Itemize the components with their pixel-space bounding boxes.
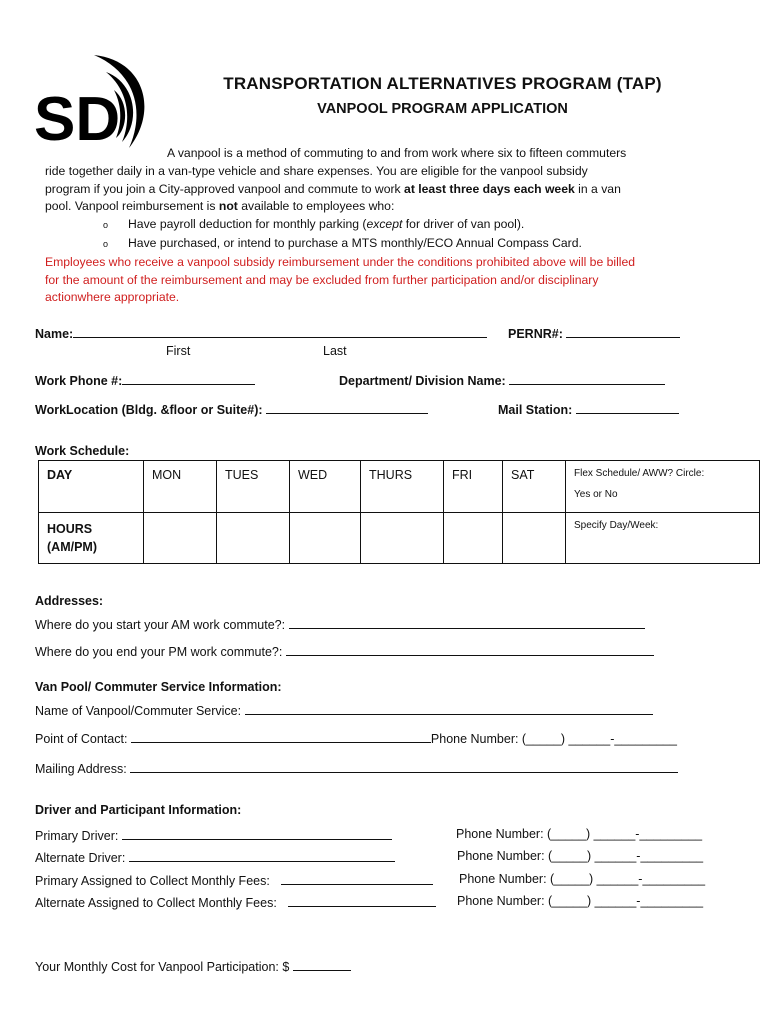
logo-text: SD (34, 85, 121, 150)
department-label: Department/ Division Name: (339, 374, 506, 388)
hours-label: HOURS (AM/PM) (39, 513, 144, 564)
day-cell: TUES (217, 461, 290, 513)
work-phone-field[interactable] (122, 372, 255, 385)
driver-field[interactable] (129, 849, 395, 862)
hours-cell-tues[interactable] (217, 513, 290, 564)
driver-row (35, 849, 395, 865)
work-location-field[interactable] (266, 401, 428, 414)
day-row (39, 461, 760, 513)
intro-line: program if you join a City-approved vanpool and commute to work at least three days each week in a van (45, 181, 621, 196)
vanpool-heading: Van Pool/ Commuter Service Information: (35, 680, 282, 694)
name-label: Name: (35, 327, 74, 341)
name-row (35, 325, 487, 341)
intro-line: A vanpool is a method of commuting to and from work where six to fifteen commuters (167, 146, 627, 160)
first-caption: First (166, 344, 191, 358)
pm-commute-field[interactable] (286, 643, 654, 656)
mailing-field[interactable] (130, 760, 678, 773)
specify-cell[interactable]: Specify Day/Week: (566, 513, 760, 564)
driver-phone[interactable]: Phone Number: (_____) ______-_________ (459, 872, 706, 886)
am-commute-label: Where do you start your AM work commute?: (35, 618, 286, 632)
contact-field[interactable] (131, 730, 431, 743)
am-commute-row (35, 616, 645, 632)
page-subtitle: VANPOOL PROGRAM APPLICATION (317, 101, 568, 117)
driver-label: Primary Driver: (35, 829, 119, 843)
driver-row (35, 872, 433, 888)
hours-row (39, 513, 760, 564)
work-location-row (35, 401, 428, 417)
work-location-label: WorkLocation (Bldg. &floor or Suite#): (35, 403, 263, 417)
monthly-cost-label: Your Monthly Cost for Vanpool Participation: $ (35, 960, 290, 974)
schedule-table (38, 460, 760, 564)
bullet-item: o Have payroll deduction for monthly parking (except for driver of van pool). (45, 216, 715, 235)
day-cell: MON (144, 461, 217, 513)
warning-line: Employees who receive a vanpool subsidy reimbursement under the conditions prohibited above will be billed (45, 254, 636, 269)
driver-phone[interactable]: Phone Number: (_____) ______-_________ (456, 827, 703, 841)
intro-line: pool. Vanpool reimbursement is not available to employees who: (45, 199, 395, 214)
driver-field[interactable] (281, 872, 433, 885)
pernr-label: PERNR#: (508, 327, 563, 341)
bullet-marker: o (103, 220, 109, 231)
hours-cell-thurs[interactable] (361, 513, 444, 564)
driver-label: Primary Assigned to Collect Monthly Fees: (35, 874, 270, 888)
am-commute-field[interactable] (289, 616, 645, 629)
contact-row (35, 730, 677, 746)
department-field[interactable] (509, 372, 665, 385)
schedule-heading: Work Schedule: (35, 444, 130, 458)
driver-phone[interactable]: Phone Number: (_____) ______-_________ (457, 894, 704, 908)
work-phone-row (35, 372, 255, 388)
day-cell: THURS (361, 461, 444, 513)
driver-field[interactable] (288, 894, 436, 907)
bullet-marker: o (103, 238, 109, 249)
name-field[interactable] (73, 325, 487, 338)
department-row (339, 372, 665, 388)
sd-logo (34, 50, 159, 150)
day-label: DAY (39, 461, 144, 513)
intro-line: ride together daily in a van-type vehicle and share expenses. You are eligible for the vanpool subsidy (45, 163, 588, 178)
intro-text (45, 145, 715, 307)
work-phone-label: Work Phone #: (35, 374, 123, 388)
driver-field[interactable] (122, 827, 392, 840)
driver-row (35, 894, 436, 910)
warning-line: for the amount of the reimbursement and may be excluded from further participation and/or disciplinary (45, 272, 599, 287)
vanpool-name-field[interactable] (245, 702, 653, 715)
driver-label: Alternate Driver: (35, 851, 126, 865)
bullet-item: o Have purchased, or intend to purchase a MTS monthly/ECO Annual Compass Card. (45, 235, 715, 254)
pernr-row (508, 325, 680, 341)
monthly-cost-row (35, 958, 351, 974)
day-cell: FRI (444, 461, 503, 513)
vanpool-name-row (35, 702, 653, 718)
last-caption: Last (323, 344, 347, 358)
hours-cell-wed[interactable] (290, 513, 361, 564)
hours-cell-mon[interactable] (144, 513, 217, 564)
vanpool-name-label: Name of Vanpool/Commuter Service: (35, 704, 242, 718)
driver-row (35, 827, 392, 843)
contact-phone[interactable]: Phone Number: (_____) ______-_________ (430, 732, 677, 746)
drivers-heading: Driver and Participant Information: (35, 803, 242, 817)
mail-station-row (498, 401, 679, 417)
hours-cell-fri[interactable] (444, 513, 503, 564)
pm-commute-label: Where do you end your PM work commute?: (35, 645, 283, 659)
hours-cell-sat[interactable] (503, 513, 566, 564)
flex-schedule-cell[interactable]: Flex Schedule/ AWW? Circle: Yes or No (566, 461, 760, 513)
contact-label: Point of Contact: (35, 732, 128, 746)
monthly-cost-field[interactable] (293, 958, 351, 971)
pernr-field[interactable] (566, 325, 680, 338)
addresses-heading: Addresses: (35, 594, 104, 608)
page-title: TRANSPORTATION ALTERNATIVES PROGRAM (TAP) (223, 74, 662, 93)
day-cell: SAT (503, 461, 566, 513)
pm-commute-row (35, 643, 654, 659)
warning-line: actionwhere appropriate. (45, 290, 180, 305)
driver-label: Alternate Assigned to Collect Monthly Fees: (35, 896, 277, 910)
driver-phone[interactable]: Phone Number: (_____) ______-_________ (457, 849, 704, 863)
mail-station-label: Mail Station: (498, 403, 573, 417)
day-cell: WED (290, 461, 361, 513)
mailing-row (35, 760, 678, 776)
mailing-label: Mailing Address: (35, 762, 127, 776)
mail-station-field[interactable] (576, 401, 679, 414)
